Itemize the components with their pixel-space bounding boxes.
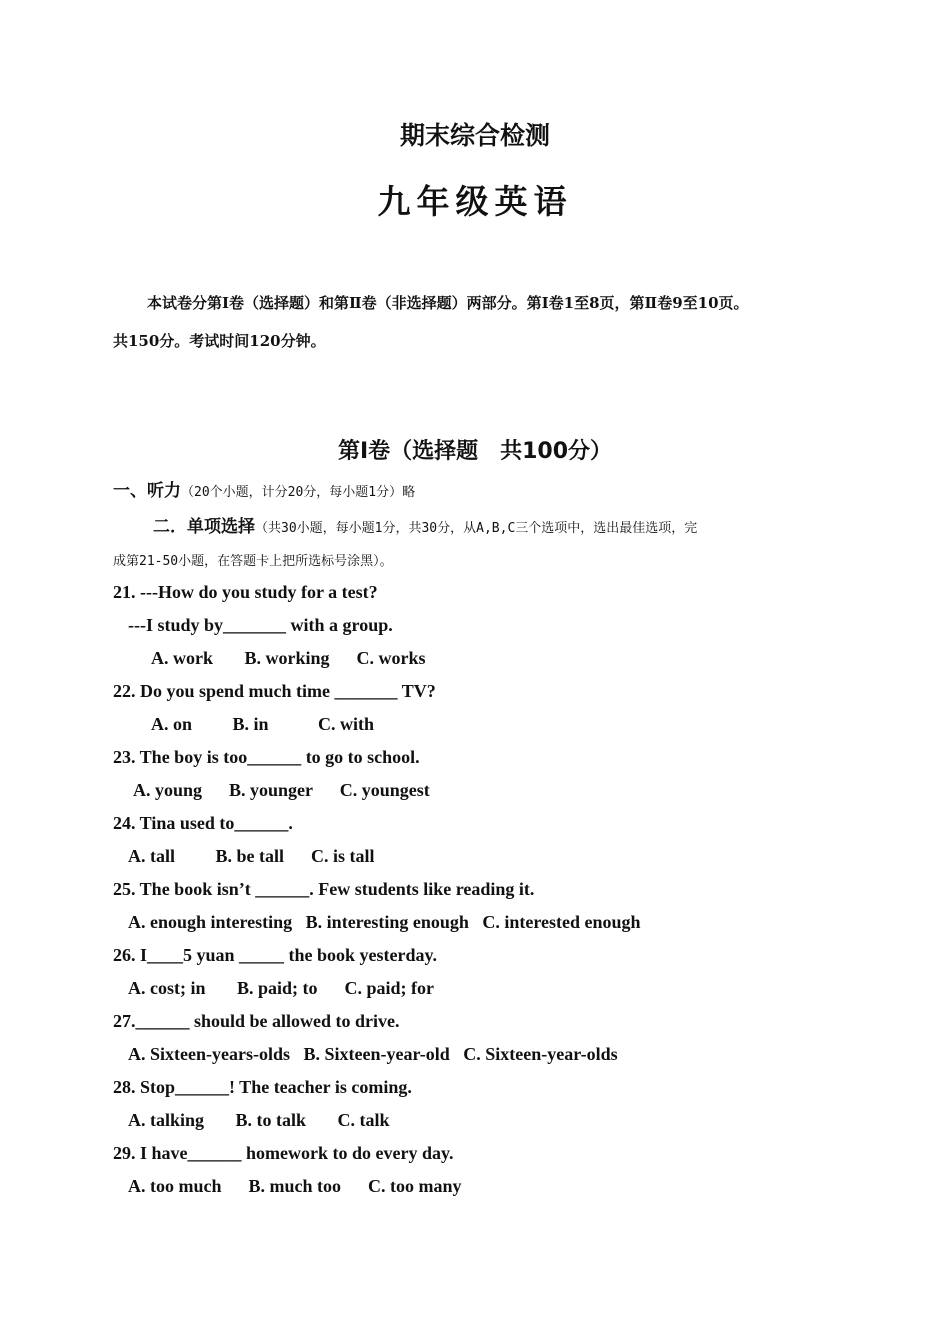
- question-stem: 22. Do you spend much time _______ TV?: [113, 681, 436, 701]
- exam-title: 期末综合检测: [399, 121, 550, 150]
- part-2-heading-line: [153, 512, 697, 537]
- part-1-heading: 一、听力: [113, 481, 181, 501]
- question-stem-2: ---I study by_______ with a group.: [128, 615, 393, 635]
- part-2-heading: 二．单项选择: [153, 517, 255, 537]
- question-options: A. work B. working C. works: [151, 648, 426, 668]
- question-options: A. Sixteen-years-olds B. Sixteen-year-old C. Sixteen-year-olds: [128, 1044, 618, 1064]
- intro-line-2: 共150分。考试时间120分钟。: [113, 332, 326, 350]
- question-stem: 24. Tina used to______.: [113, 813, 293, 833]
- section-title: 第Ⅰ卷（选择题 共100分）: [337, 439, 613, 464]
- part-1-note: （20个小题，计分20分，每小题1分）略: [181, 485, 416, 500]
- part-1-heading-line: [113, 476, 415, 501]
- question-stem: 25. The book isn’t ______. Few students like reading it.: [113, 879, 535, 899]
- question-options: A. enough interesting B. interesting enough C. interested enough: [128, 912, 641, 932]
- question-stem: 27.______ should be allowed to drive.: [113, 1011, 400, 1031]
- question-stem: 29. I have______ homework to do every day.: [113, 1143, 454, 1163]
- question-stem: 26. I____5 yuan _____ the book yesterday.: [113, 945, 438, 965]
- question-options: A. talking B. to talk C. talk: [128, 1110, 390, 1130]
- question-stem: 21. ---How do you study for a test?: [113, 582, 378, 602]
- question-options: A. tall B. be tall C. is tall: [128, 846, 375, 866]
- exam-subtitle: 九年级英语: [377, 182, 573, 221]
- question-stem: 28. Stop______! The teacher is coming.: [113, 1077, 412, 1097]
- question-stem: 23. The boy is too______ to go to school.: [113, 747, 420, 767]
- part-2-note-continued: 成第21-50小题，在答题卡上把所选标号涂黑）。: [113, 554, 393, 569]
- question-options: A. cost; in B. paid; to C. paid; for: [128, 978, 435, 998]
- intro-line-1: 本试卷分第Ⅰ卷（选择题）和第Ⅱ卷（非选择题）两部分。第Ⅰ卷1至8页，第Ⅱ卷9至10页。: [147, 294, 749, 312]
- question-options: A. on B. in C. with: [151, 714, 375, 734]
- part-2-note: （共30小题，每小题1分，共30分，从A,B,C三个选项中，选出最佳选项，完: [255, 521, 698, 536]
- question-options: A. young B. younger C. youngest: [133, 780, 430, 800]
- question-options: A. too much B. much too C. too many: [128, 1176, 462, 1196]
